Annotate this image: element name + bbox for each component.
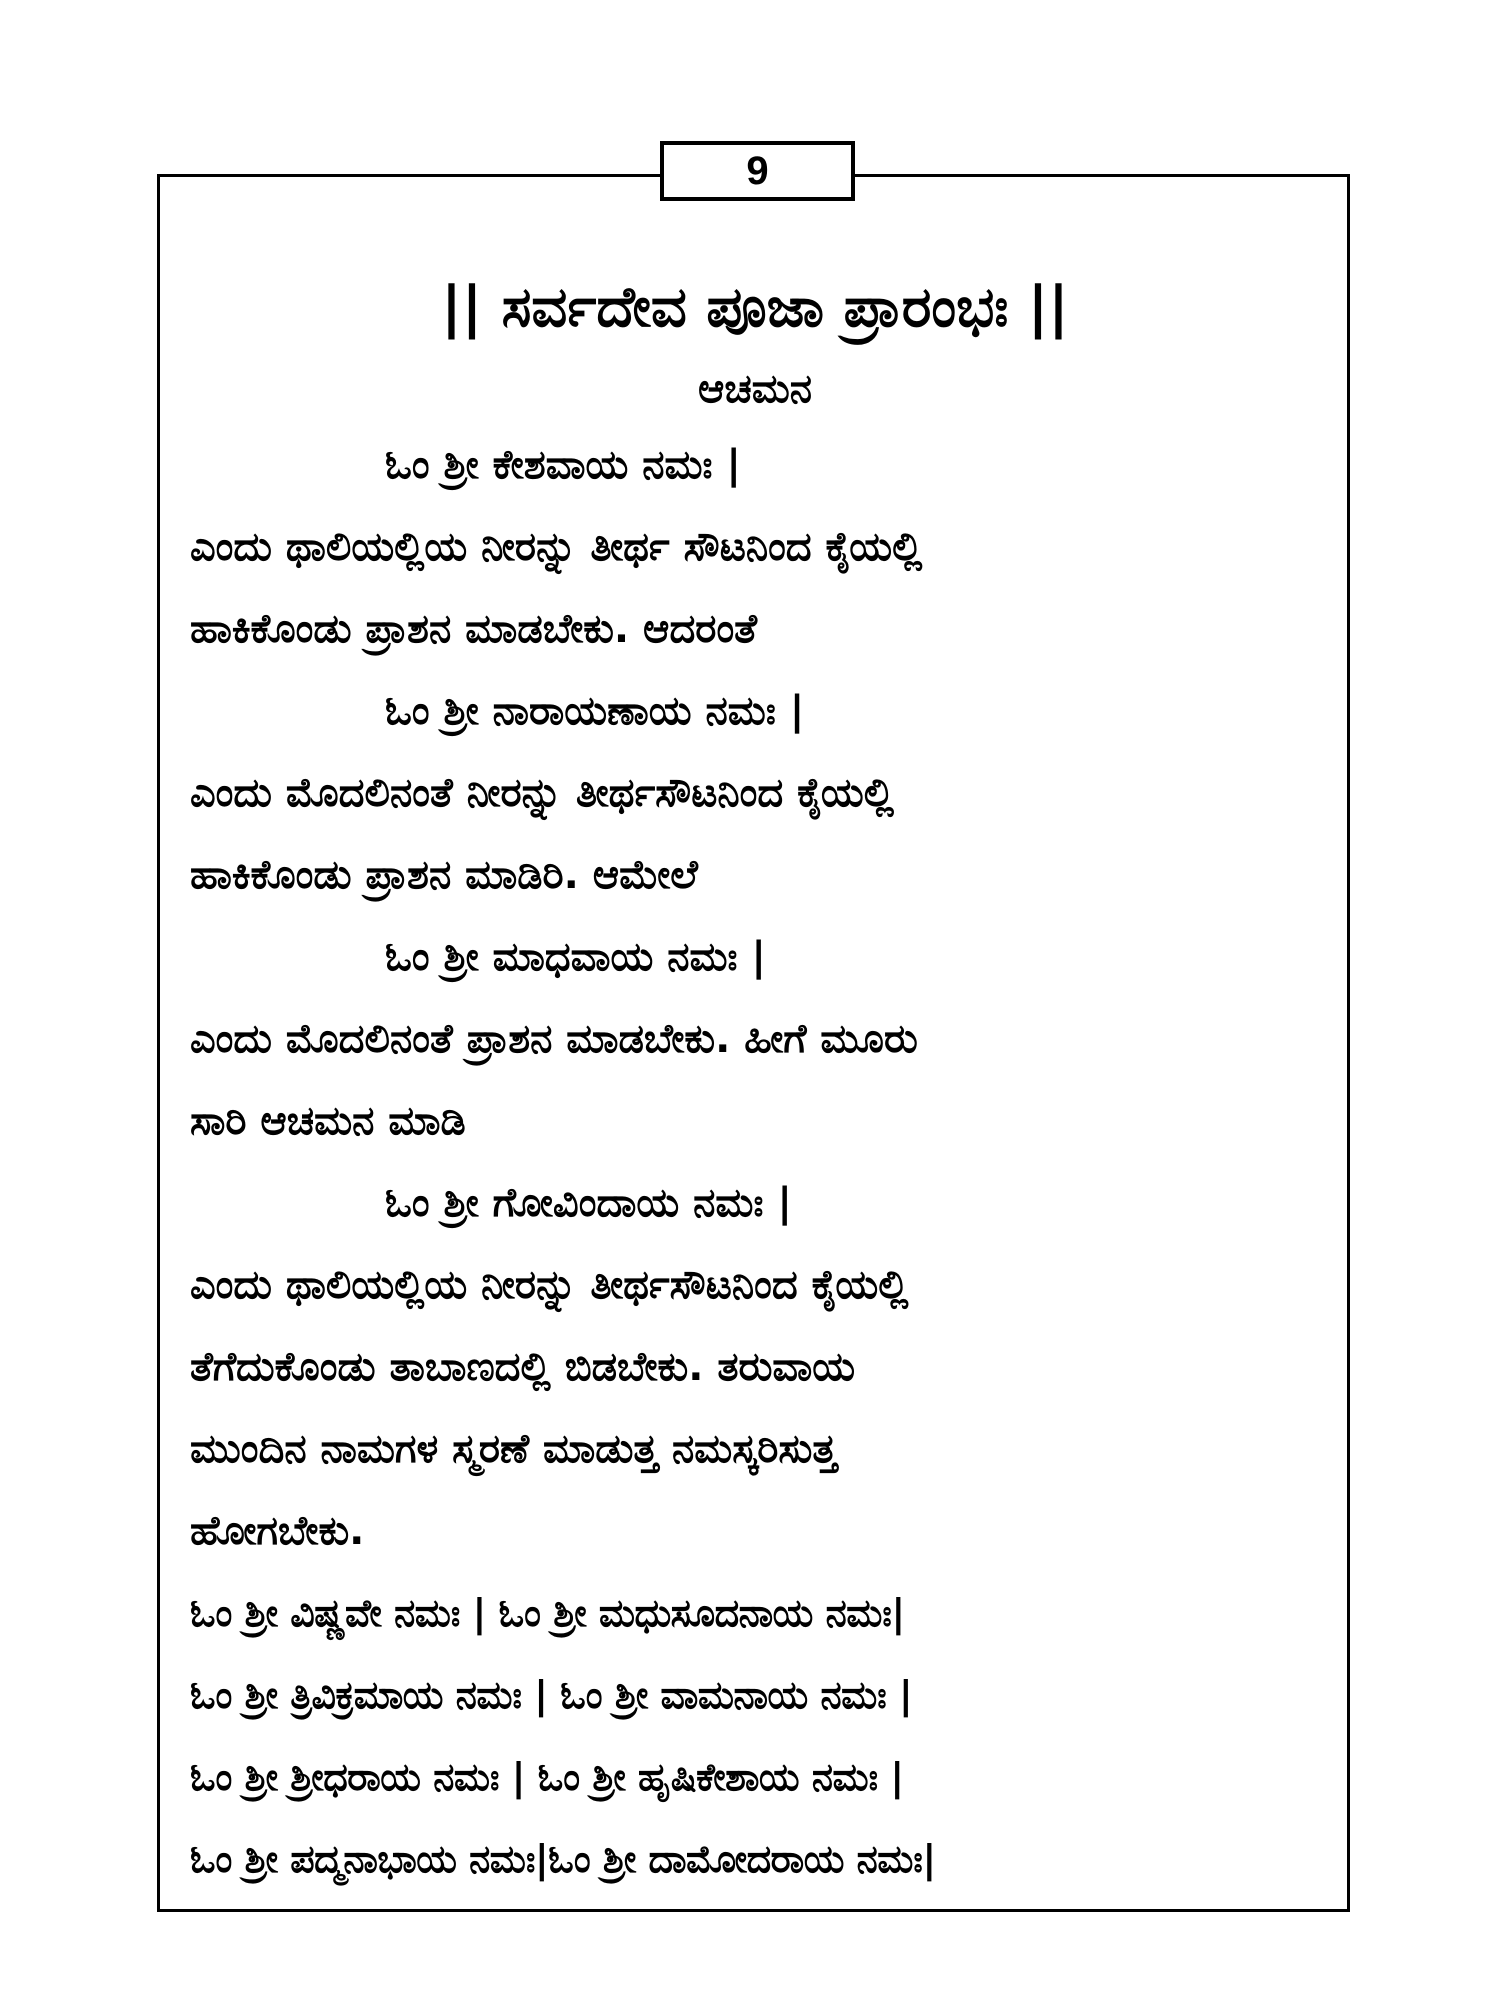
text-line: ಎಂದು ಥಾಲಿಯಲ್ಲಿಯ ನೀರನ್ನು ತೀರ್ಥಸೌಟನಿಂದ ಕೈಯಲ್ಲಿ bbox=[190, 1262, 909, 1308]
mantra-list-line: ಓಂ ಶ್ರೀ ತ್ರಿವಿಕ್ರಮಾಯ ನಮಃ | ಓಂ ಶ್ರೀ ವಾಮನಾಯ ನಮಃ | bbox=[190, 1673, 913, 1717]
text-line: ತೆಗೆದುಕೊಂಡು ತಾಬಾಣದಲ್ಲಿ ಬಿಡಬೇಕು. ತರುವಾಯ bbox=[190, 1344, 856, 1390]
text-line: ಹೋಗಬೇಕು. bbox=[190, 1508, 365, 1554]
text-line: ಎಂದು ಥಾಲಿಯಲ್ಲಿಯ ನೀರನ್ನು ತೀರ್ಥ ಸೌಟನಿಂದ ಕೈಯಲ್ಲಿ bbox=[190, 524, 923, 570]
page-content bbox=[190, 262, 1320, 1900]
text-line: ಎಂದು ಮೊದಲಿನಂತೆ ನೀರನ್ನು ತೀರ್ಥಸೌಟನಿಂದ ಕೈಯಲ್ಲಿ bbox=[190, 770, 894, 816]
text-line: ಎಂದು ಮೊದಲಿನಂತೆ ಪ್ರಾಶನ ಮಾಡಬೇಕು. ಹೀಗೆ ಮೂರು bbox=[190, 1016, 918, 1062]
mantra-line: ಓಂ ಶ್ರೀ ಕೇಶವಾಯ ನಮಃ | bbox=[385, 442, 742, 488]
page-number: 9 bbox=[660, 141, 855, 201]
page-title: || ಸರ್ವದೇವ ಪೂಜಾ ಪ್ರಾರಂಭಃ || bbox=[441, 275, 1069, 340]
mantra-line: ಓಂ ಶ್ರೀ ನಾರಾಯಣಾಯ ನಮಃ | bbox=[385, 688, 805, 734]
section-heading: ಆಚಮನ bbox=[698, 366, 812, 412]
body-text bbox=[190, 424, 1320, 1572]
text-line: ಮುಂದಿನ ನಾಮಗಳ ಸ್ಮರಣೆ ಮಾಡುತ್ತ ನಮಸ್ಕರಿಸುತ್ತ bbox=[190, 1426, 837, 1472]
text-line: ಹಾಕಿಕೊಂಡು ಪ್ರಾಶನ ಮಾಡಬೇಕು. ಆದರಂತೆ bbox=[190, 606, 757, 652]
text-line: ಹಾಕಿಕೊಂಡು ಪ್ರಾಶನ ಮಾಡಿರಿ. ಆಮೇಲೆ bbox=[190, 852, 698, 898]
text-line: ಸಾರಿ ಆಚಮನ ಮಾಡಿ bbox=[190, 1098, 466, 1144]
mantra-list bbox=[190, 1572, 1320, 1900]
mantra-list-line: ಓಂ ಶ್ರೀ ವಿಷ್ಣವೇ ನಮಃ | ಓಂ ಶ್ರೀ ಮಧುಸೂದನಾಯ ನಮಃ| bbox=[190, 1591, 905, 1635]
mantra-line: ಓಂ ಶ್ರೀ ಮಾಧವಾಯ ನಮಃ | bbox=[385, 934, 766, 980]
mantra-line: ಓಂ ಶ್ರೀ ಗೋವಿಂದಾಯ ನಮಃ | bbox=[385, 1180, 792, 1226]
mantra-list-line: ಓಂ ಶ್ರೀ ಶ್ರೀಧರಾಯ ನಮಃ | ಓಂ ಶ್ರೀ ಹೃಷಿಕೇಶಾಯ ನಮಃ | bbox=[190, 1755, 904, 1799]
mantra-list-line: ಓಂ ಶ್ರೀ ಪದ್ಮನಾಭಾಯ ನಮಃ|ಓಂ ಶ್ರೀ ದಾಮೋದರಾಯ ನಮಃ| bbox=[190, 1837, 936, 1881]
